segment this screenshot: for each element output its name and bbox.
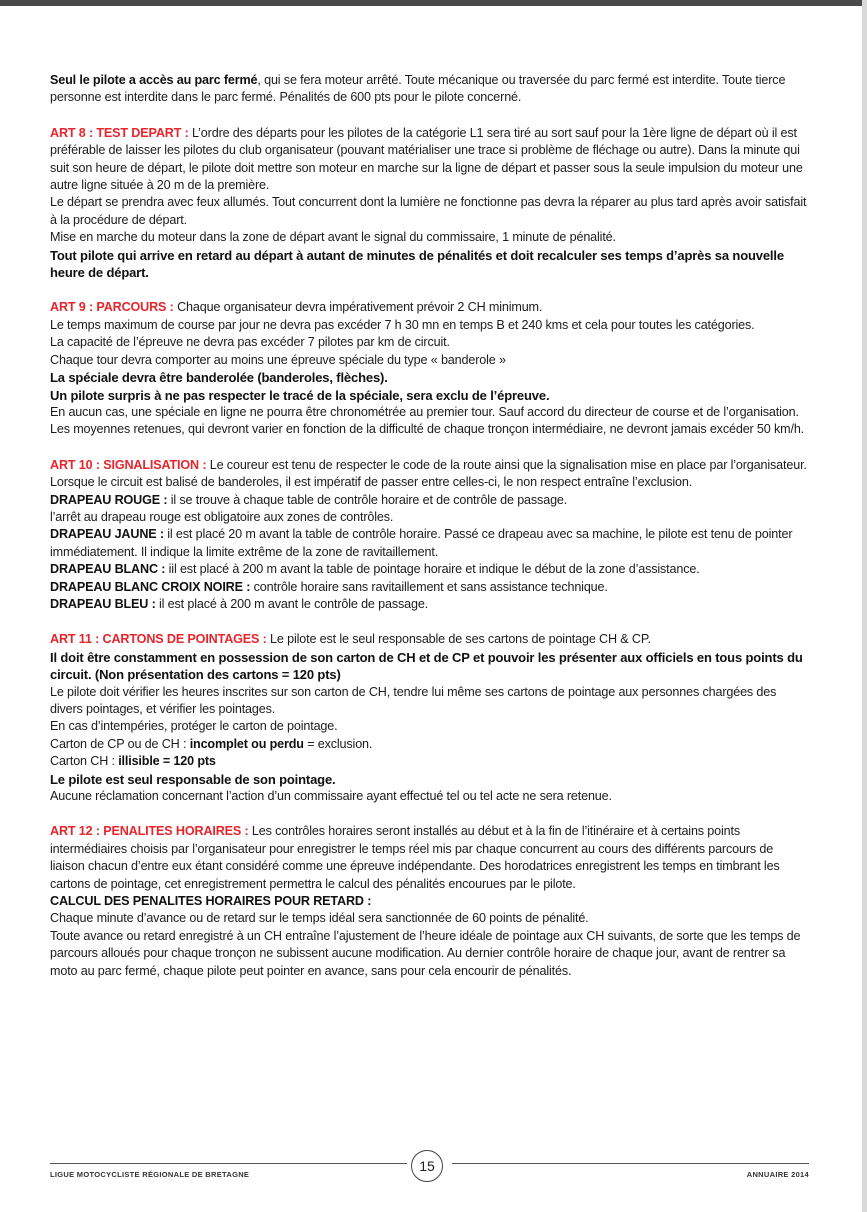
art11-p5a: Carton de CP ou de CH : xyxy=(50,736,190,751)
footer-annuaire: ANNUAIRE 2014 xyxy=(746,1170,809,1179)
page-number: 15 xyxy=(411,1150,443,1182)
drapeau-blanc-croix-noire xyxy=(50,579,810,596)
page-edge xyxy=(862,0,867,1212)
art9-p4: Chaque tour devra comporter au moins une épreuve spéciale du type « banderole » xyxy=(50,352,506,367)
drapeau-blanc-label: DRAPEAU BLANC : xyxy=(50,562,166,577)
drapeau-bleu xyxy=(50,596,810,613)
intro-section xyxy=(50,72,810,107)
drapeau-jaune xyxy=(50,526,810,561)
drapeau-rouge-label: DRAPEAU ROUGE : xyxy=(50,492,168,507)
art11-title: ART 11 : CARTONS DE POINTAGES : xyxy=(50,632,267,647)
footer-rule-right xyxy=(452,1163,809,1164)
art11-p5b: incomplet ou perdu xyxy=(189,736,304,751)
art9-title: ART 9 : PARCOURS : xyxy=(50,300,174,315)
document-body xyxy=(50,72,810,998)
art11-p6b: illisible = 120 pts xyxy=(118,754,216,769)
art12-section xyxy=(50,823,810,980)
art11-p4: En cas d’intempéries, protéger le carton de pointage. xyxy=(50,719,338,734)
art12-p3: Chaque minute d’avance ou de retard sur le temps idéal sera sanctionnée de 60 points de pénalité. xyxy=(50,911,589,926)
art9-p1-text: Chaque organisateur devra impérativement prévoir 2 CH minimum. xyxy=(173,300,543,315)
drapeau-rouge-text2: l’arrêt au drapeau rouge est obligatoire aux zones de contrôles. xyxy=(50,509,394,524)
top-border xyxy=(0,0,867,6)
drapeau-rouge xyxy=(50,492,810,509)
drapeau-blanc-text: iil est placé à 200 m avant la table de pointage horaire et indique le début de la zone d’assistance. xyxy=(165,562,700,577)
art9-p5: La spéciale devra être banderolée (banderoles, flèches). xyxy=(50,370,388,386)
drapeau-bleu-text: il est placé à 200 m avant le contrôle de passage. xyxy=(155,596,429,611)
art10-section xyxy=(50,457,810,614)
art9-p2: Le temps maximum de course par jour ne devra pas excéder 7 h 30 mn en temps B et 240 kms et cela pour toutes les catégories. xyxy=(50,317,755,332)
art11-p6a: Carton CH : xyxy=(50,754,119,769)
drapeau-jaune-label: DRAPEAU JAUNE : xyxy=(50,527,164,542)
art11-section xyxy=(50,631,810,805)
drapeau-jaune-text: il est placé 20 m avant la table de contrôle horaire. Passé ce drapeau avec sa machine, le pilote est tenu de pointer immédiatement. Il indique la limite extrême de la zone de ravitaillement. xyxy=(50,527,793,559)
art12-p4: Toute avance ou retard enregistré à un CH entraîne l’ajustement de l’heure idéale de pointage aux CH suivants, de sorte que les temps de parcours alloués pour chaque tronçon ne subissent aucune modification. Au dernier contrôle horaire de chaque jour, avant de rentrer sa moto au parc fermé, chaque pilote peut pointer en avance, sans pour cela encourir de pénalités. xyxy=(50,928,801,978)
art9-p6: Un pilote surpris à ne pas respecter le tracé de la spéciale, sera exclu de l’épreuve. xyxy=(50,387,550,403)
art9-p3: La capacité de l’épreuve ne devra pas excéder 7 pilotes par km de circuit. xyxy=(50,335,450,350)
art10-p1 xyxy=(50,457,810,492)
art11-p2: Il doit être constamment en possession de son carton de CH et de CP et pouvoir les présenter aux officiels en tous points du circuit. (Non présentation des cartons = 120 pts) xyxy=(50,649,803,683)
art12-p1-text: Les contrôles horaires seront installés au début et à la fin de l’itinéraire et à certains points intermédiaires choisis par l’organisateur pour enregistrer le temps réel mis par chaque concurrent au cours des différents parcours de liaison chacun d’entre eux étant considéré comme une épreuve indépendante. Des horodatrices enregistrent les temps en timbrant les cartons de pointage, cet enregistrement permettra le calcul des pénalités encourues par le pilote. xyxy=(50,824,780,891)
art8-p3: Mise en marche du moteur dans la zone de départ avant le signal du commissaire, 1 minute de pénalité. xyxy=(50,230,616,245)
art9-section xyxy=(50,299,810,438)
intro-paragraph xyxy=(50,72,810,107)
intro-bold: Seul le pilote a accès au parc fermé xyxy=(50,73,258,87)
footer-rule-left xyxy=(50,1163,407,1164)
art8-p2: Le départ se prendra avec feux allumés. Tout concurrent dont la lumière ne fonctionne pas devra la réparer au plus tard après avoir satisfait à la procédure de départ. xyxy=(50,195,807,227)
art12-p1 xyxy=(50,823,810,893)
art8-p4: Tout pilote qui arrive en retard au départ à autant de minutes de pénalités et doit recalculer ses temps d’après sa nouvelle heure de départ. xyxy=(50,247,784,281)
art11-p1-text: Le pilote est le seul responsable de ses cartons de pointage CH & CP. xyxy=(266,632,651,647)
drapeau-bcn-text: contrôle horaire sans ravitaillement et sans assistance technique. xyxy=(250,579,608,594)
art12-title: ART 12 : PENALITES HORAIRES : xyxy=(50,824,249,839)
drapeau-bleu-label: DRAPEAU BLEU : xyxy=(50,596,156,611)
art11-p5 xyxy=(50,736,810,753)
drapeau-bcn-label: DRAPEAU BLANC CROIX NOIRE : xyxy=(50,579,251,594)
art11-p7: Le pilote est seul responsable de son pointage. xyxy=(50,771,336,787)
art11-p8: Aucune réclamation concernant l’action d’un commissaire ayant effectué tel ou tel acte ne sera retenue. xyxy=(50,789,612,804)
footer-organization: LIGUE MOTOCYCLISTE RÉGIONALE DE BRETAGNE xyxy=(50,1170,250,1179)
art11-p3: Le pilote doit vérifier les heures inscrites sur son carton de CH, tendre lui même ses cartons de pointage aux personnes chargées des divers pointages, et vérifier les pointages. xyxy=(50,684,777,716)
art8-section xyxy=(50,125,810,282)
art12-p2: CALCUL DES PENALITES HORAIRES POUR RETARD : xyxy=(50,894,372,909)
art11-p1 xyxy=(50,631,810,648)
art10-title: ART 10 : SIGNALISATION : xyxy=(50,457,207,472)
art8-p1-text: L’ordre des départs pour les pilotes de la catégorie L1 sera tiré au sort sauf pour la 1ère ligne de départ où il est préférable de laisser les pilotes du club organisateur (pouvant matérialiser une trace si problème de fléchage ou autre). Dans la minute qui suit son heure de départ, le pilote doit mettre son moteur en marche sur la ligne de départ et passer sous la seule impulsion du moteur une autre ligne située à 20 m de la première. xyxy=(50,125,803,193)
art8-p1 xyxy=(50,125,810,195)
art8-title: ART 8 : TEST DEPART : xyxy=(50,125,189,140)
drapeau-rouge-text: il se trouve à chaque table de contrôle horaire et de contrôle de passage. xyxy=(167,492,568,507)
art11-p6 xyxy=(50,753,810,770)
art9-p1 xyxy=(50,299,810,316)
drapeau-blanc xyxy=(50,561,810,578)
art10-p1-text: Le coureur est tenu de respecter le code de la route ainsi que la signalisation mise en place par l’organisateur. Lorsque le circuit est balisé de banderoles, il est impératif de passer entre celles-ci, le non respect entraîne l’exclusion. xyxy=(50,457,807,490)
art11-p5c: = exclusion. xyxy=(303,736,373,751)
art9-p7: En aucun cas, une spéciale en ligne ne pourra être chronométrée au premier tour. Sauf accord du directeur de course et de l’organisation. xyxy=(50,404,799,419)
intro-text: , qui se fera moteur arrêté. Toute mécanique ou traversée du parc fermé est interdite. Toute tierce personne est interdite dans le parc fermé. Pénalités de 600 pts pour le pilote concerné. xyxy=(50,73,786,105)
art9-p8: Les moyennes retenues, qui devront varier en fonction de la difficulté de chaque tronçon intermédiaire, ne devront jamais excéder 50 km/h. xyxy=(50,422,805,437)
